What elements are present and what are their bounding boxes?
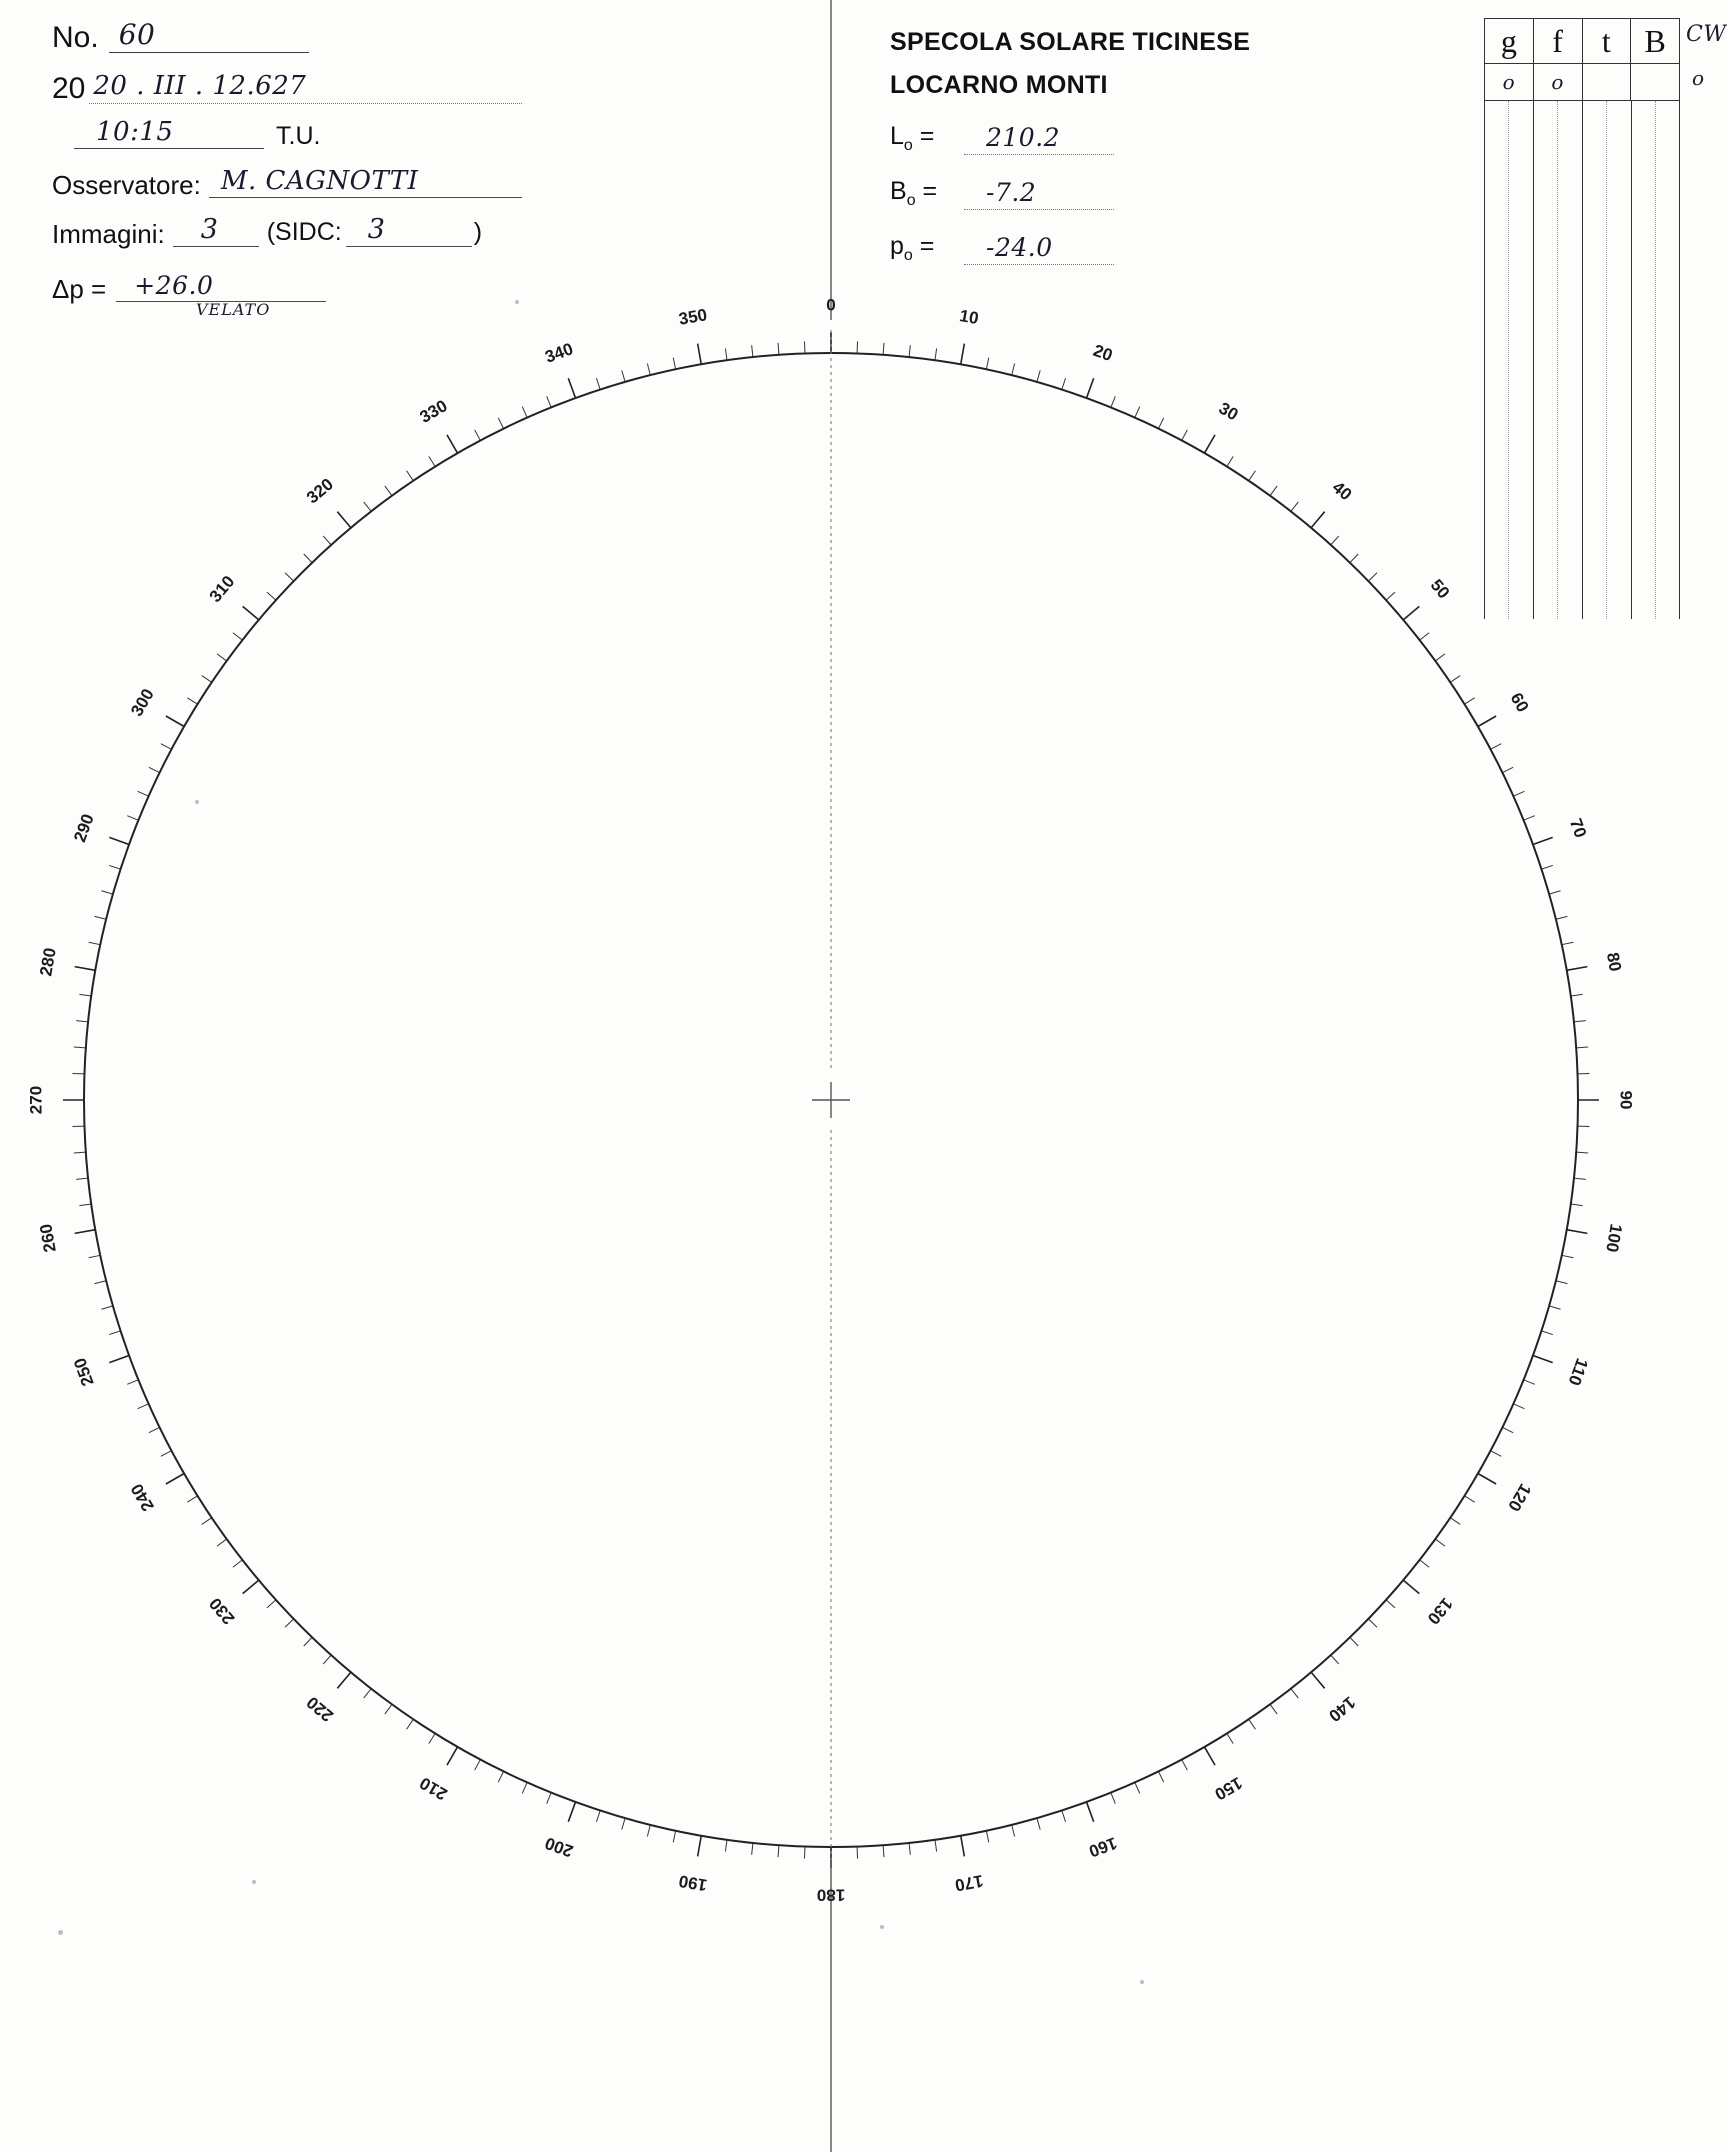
limb-tick-minor: [647, 364, 650, 376]
limb-degree-label-200: 200: [542, 1833, 576, 1861]
limb-tick-minor: [267, 592, 276, 600]
field-delta-p[interactable]: [52, 271, 522, 302]
sidc-label: (SIDC:: [266, 218, 342, 246]
limb-tick-minor: [1135, 407, 1140, 418]
limb-tick-major: [1205, 435, 1216, 453]
limb-tick-minor: [778, 1845, 779, 1857]
table-value-g: o: [1484, 64, 1533, 100]
limb-tick-minor: [138, 1404, 149, 1409]
limb-tick-minor: [89, 942, 101, 944]
param-p0-label: $p_o$ =: [890, 232, 935, 264]
limb-tick-major: [447, 435, 458, 453]
limb-tick-major: [109, 837, 129, 844]
limb-tick-minor: [909, 345, 910, 357]
table-header-f: f: [1533, 19, 1582, 63]
limb-degree-label-130: 130: [1423, 1594, 1457, 1628]
limb-tick-minor: [498, 418, 503, 429]
limb-tick-minor: [407, 471, 414, 481]
limb-tick-minor: [202, 676, 212, 683]
param-p0-value: -24.0: [986, 233, 1053, 262]
limb-tick-minor: [109, 865, 120, 869]
table-value-row[interactable]: [1484, 64, 1680, 101]
param-p0[interactable]: [890, 232, 1310, 265]
form-header-left: [52, 18, 522, 316]
limb-tick-minor: [304, 1637, 312, 1646]
param-l0-label: $L_o$ =: [890, 122, 935, 154]
limb-tick-minor: [1111, 396, 1116, 407]
limb-degree-label-210: 210: [416, 1773, 451, 1804]
limb-degree-label-340: 340: [542, 339, 576, 367]
limb-tick-minor: [1331, 1655, 1339, 1664]
limb-tick-major: [1403, 1580, 1419, 1594]
limb-degree-label-320: 320: [303, 474, 337, 508]
limb-tick-minor: [285, 1619, 294, 1627]
table-value-f: o: [1533, 64, 1582, 100]
limb-tick-minor: [1158, 1771, 1163, 1782]
limb-tick-minor: [138, 791, 149, 796]
limb-tick-minor: [1350, 1637, 1358, 1646]
cw-label: CW: [1686, 22, 1727, 47]
limb-tick-minor: [1524, 1380, 1535, 1385]
paper-speck: [195, 800, 199, 804]
param-b0-label: $B_o$ =: [890, 177, 938, 209]
field-images[interactable]: [52, 216, 522, 247]
limb-degree-label-180: 180: [816, 1885, 846, 1905]
table-header-g: g: [1484, 19, 1533, 63]
limb-tick-minor: [1012, 364, 1015, 376]
limb-tick-minor: [1135, 1782, 1140, 1793]
limb-degree-label-40: 40: [1328, 477, 1356, 505]
limb-tick-major: [166, 1474, 184, 1485]
limb-tick-major: [1567, 1230, 1588, 1234]
limb-tick-minor: [161, 744, 172, 750]
limb-degree-label-240: 240: [127, 1480, 158, 1515]
limb-tick-minor: [673, 1831, 675, 1843]
limb-tick-minor: [1464, 698, 1474, 704]
limb-tick-minor: [522, 1782, 527, 1793]
limb-tick-minor: [127, 1380, 138, 1385]
limb-tick-major: [1478, 716, 1496, 727]
limb-degree-label-300: 300: [127, 685, 158, 720]
limb-tick-minor: [1576, 1047, 1588, 1048]
limb-tick-minor: [647, 1825, 650, 1837]
limb-tick-minor: [935, 348, 937, 360]
limb-tick-minor: [1227, 1733, 1233, 1743]
limb-tick-major: [337, 1672, 351, 1688]
limb-tick-minor: [74, 1047, 86, 1048]
limb-tick-minor: [725, 348, 727, 360]
limb-degree-label-50: 50: [1426, 575, 1454, 603]
limb-tick-major: [1533, 1355, 1553, 1362]
limb-tick-minor: [1541, 865, 1552, 869]
limb-tick-minor: [161, 1451, 172, 1457]
limb-degree-label-230: 230: [205, 1594, 239, 1628]
limb-degree-label-170: 170: [953, 1871, 985, 1895]
limb-tick-major: [109, 1355, 129, 1362]
time-value: 10:15: [96, 117, 174, 147]
param-b0[interactable]: [890, 177, 1310, 210]
limb-tick-major: [568, 1802, 575, 1822]
limb-tick-minor: [1556, 1281, 1568, 1284]
limb-tick-minor: [1576, 1152, 1588, 1153]
limb-degree-label-350: 350: [677, 305, 709, 329]
limb-degree-label-70: 70: [1565, 815, 1591, 841]
limb-tick-minor: [1291, 1689, 1298, 1698]
limb-tick-minor: [364, 502, 371, 511]
limb-tick-minor: [1227, 456, 1233, 466]
table-value-B: [1630, 64, 1680, 100]
limb-tick-minor: [1435, 654, 1445, 661]
limb-tick-minor: [1420, 633, 1429, 640]
limb-degree-label-160: 160: [1086, 1833, 1120, 1861]
limb-tick-minor: [76, 1021, 88, 1022]
limb-tick-minor: [109, 1331, 120, 1335]
limb-tick-minor: [285, 573, 294, 581]
limb-tick-minor: [1037, 1818, 1040, 1830]
limb-degree-label-270: 270: [26, 1085, 46, 1115]
limb-degree-label-60: 60: [1506, 689, 1533, 716]
time-unit-label: T.U.: [276, 122, 321, 150]
observer-value: M. CAGNOTTI: [220, 166, 419, 196]
table-value-t: [1582, 64, 1631, 100]
limb-tick-minor: [1368, 573, 1377, 581]
limb-tick-minor: [1541, 1331, 1552, 1335]
limb-tick-minor: [1549, 891, 1561, 894]
limb-tick-minor: [1062, 378, 1066, 389]
limb-tick-minor: [935, 1840, 937, 1852]
limb-tick-major: [961, 344, 965, 365]
limb-tick-major: [1205, 1747, 1216, 1765]
limb-tick-minor: [149, 767, 160, 772]
limb-tick-minor: [74, 1152, 86, 1153]
limb-tick-major: [1478, 1474, 1496, 1485]
limb-degree-label-150: 150: [1211, 1773, 1246, 1804]
table-body-grid[interactable]: [1484, 101, 1680, 619]
limb-tick-minor: [909, 1843, 910, 1855]
limb-tick-minor: [1491, 744, 1502, 750]
limb-tick-minor: [217, 654, 227, 661]
note-velato: VELATO: [196, 300, 271, 319]
table-header-row: [1484, 18, 1680, 64]
limb-tick-minor: [1331, 536, 1339, 545]
limb-degree-label-250: 250: [70, 1355, 98, 1389]
limb-degree-label-290: 290: [70, 811, 98, 845]
limb-tick-minor: [1513, 791, 1524, 796]
limb-tick-minor: [1549, 1306, 1561, 1309]
limb-tick-minor: [1562, 1255, 1574, 1257]
limb-tick-minor: [1270, 1704, 1277, 1714]
limb-tick-minor: [883, 343, 884, 355]
limb-tick-minor: [596, 378, 600, 389]
paper-speck: [58, 1930, 63, 1935]
limb-degree-label-220: 220: [303, 1692, 337, 1726]
record-number-label: No.: [52, 21, 99, 54]
limb-tick-minor: [385, 486, 392, 496]
limb-tick-minor: [547, 396, 552, 407]
limb-tick-minor: [1562, 942, 1574, 944]
limb-tick-minor: [187, 1496, 197, 1502]
observatory-name-line2: LOCARNO MONTI: [890, 71, 1108, 99]
images-value: 3: [200, 214, 219, 245]
limb-tick-major: [447, 1747, 458, 1765]
limb-tick-minor: [522, 407, 527, 418]
limb-degree-label-120: 120: [1504, 1480, 1535, 1515]
limb-degree-label-0: 0: [826, 295, 836, 315]
limb-degree-label-30: 30: [1215, 398, 1242, 425]
limb-tick-minor: [475, 430, 481, 441]
limb-tick-minor: [1574, 1178, 1586, 1179]
limb-tick-major: [1533, 837, 1553, 844]
limb-tick-minor: [778, 343, 779, 355]
images-label: Immagini:: [52, 219, 165, 249]
limb-tick-minor: [1513, 1404, 1524, 1409]
limb-tick-minor: [304, 554, 312, 563]
limb-tick-minor: [1182, 430, 1188, 441]
solar-limb-circle: [84, 353, 1578, 1847]
limb-tick-major: [568, 378, 575, 398]
paper-speck: [880, 1925, 884, 1929]
limb-degree-label-90: 90: [1616, 1090, 1636, 1110]
paper-speck: [252, 1880, 256, 1884]
limb-tick-major: [1086, 1802, 1093, 1822]
date-value: 20 . III . 12.627: [93, 71, 307, 101]
limb-tick-major: [961, 1836, 965, 1857]
limb-tick-minor: [1350, 554, 1358, 563]
limb-tick-minor: [986, 358, 988, 370]
limb-tick-minor: [883, 1845, 884, 1857]
limb-tick-minor: [79, 1204, 91, 1206]
year-prefix-label: 20: [52, 72, 86, 105]
limb-tick-minor: [1420, 1560, 1429, 1567]
limb-tick-minor: [76, 1178, 88, 1179]
limb-tick-minor: [101, 1306, 113, 1309]
limb-tick-minor: [1270, 486, 1277, 496]
limb-tick-minor: [202, 1518, 212, 1525]
limb-degree-label-190: 190: [677, 1871, 709, 1895]
limb-tick-major: [1086, 378, 1093, 398]
limb-tick-major: [698, 1836, 702, 1857]
param-b0-value: -7.2: [986, 178, 1037, 207]
limb-tick-minor: [1571, 994, 1583, 996]
limb-tick-minor: [1368, 1619, 1377, 1627]
table-header-t: t: [1582, 19, 1631, 63]
limb-tick-major: [337, 512, 351, 528]
limb-tick-major: [1311, 1672, 1325, 1688]
sidc-value: 3: [367, 214, 386, 245]
limb-tick-minor: [1037, 370, 1040, 382]
delta-p-value: +26.0: [134, 271, 214, 300]
limb-tick-major: [1311, 512, 1325, 528]
limb-tick-minor: [1182, 1760, 1188, 1771]
limb-tick-minor: [1574, 1021, 1586, 1022]
param-l0-value: 210.2: [986, 123, 1061, 152]
limb-tick-minor: [1464, 1496, 1474, 1502]
limb-tick-minor: [1502, 767, 1513, 772]
field-date[interactable]: [52, 71, 522, 104]
limb-tick-minor: [429, 456, 435, 466]
images-paren-close: ): [473, 218, 483, 246]
limb-tick-major: [75, 1230, 96, 1234]
limb-degree-label-140: 140: [1325, 1692, 1359, 1726]
limb-degree-label-10: 10: [958, 306, 981, 329]
limb-tick-minor: [429, 1733, 435, 1743]
limb-tick-minor: [1386, 1600, 1395, 1608]
limb-tick-major: [75, 967, 96, 971]
limb-tick-minor: [1491, 1451, 1502, 1457]
table-header-B: B: [1630, 19, 1680, 63]
limb-tick-minor: [1450, 676, 1460, 683]
cw-value: o: [1692, 66, 1705, 90]
limb-degree-label-100: 100: [1602, 1222, 1626, 1254]
limb-tick-minor: [1291, 502, 1298, 511]
limb-tick-major: [166, 716, 184, 727]
limb-tick-minor: [1111, 1793, 1116, 1804]
limb-tick-minor: [547, 1793, 552, 1804]
limb-tick-minor: [498, 1771, 503, 1782]
limb-tick-minor: [986, 1831, 988, 1843]
limb-tick-minor: [323, 1655, 331, 1664]
limb-tick-major: [1567, 967, 1588, 971]
limb-tick-minor: [1249, 471, 1256, 481]
limb-tick-minor: [622, 370, 625, 382]
limb-tick-major: [243, 606, 259, 620]
limb-tick-minor: [323, 536, 331, 545]
limb-tick-minor: [79, 994, 91, 996]
limb-tick-major: [1403, 606, 1419, 620]
limb-tick-minor: [267, 1600, 276, 1608]
limb-tick-minor: [1502, 1427, 1513, 1432]
limb-tick-minor: [364, 1689, 371, 1698]
limb-tick-minor: [1450, 1518, 1460, 1525]
sunspot-count-table[interactable]: [1484, 18, 1680, 628]
limb-tick-minor: [1556, 916, 1568, 919]
limb-tick-minor: [385, 1704, 392, 1714]
field-time[interactable]: [52, 118, 522, 149]
field-observer[interactable]: [52, 165, 522, 198]
limb-tick-major: [243, 1580, 259, 1594]
limb-tick-minor: [233, 1560, 242, 1567]
limb-tick-minor: [596, 1810, 600, 1821]
limb-degree-label-110: 110: [1564, 1355, 1592, 1389]
limb-tick-minor: [622, 1818, 625, 1830]
limb-tick-minor: [1012, 1825, 1015, 1837]
limb-degree-label-20: 20: [1090, 340, 1116, 366]
limb-tick-minor: [95, 916, 107, 919]
limb-degree-label-330: 330: [416, 396, 451, 427]
limb-tick-minor: [1435, 1539, 1445, 1546]
limb-tick-minor: [1571, 1204, 1583, 1206]
limb-tick-minor: [1062, 1810, 1066, 1821]
observatory-name-line1: SPECOLA SOLARE TICINESE: [890, 28, 1251, 56]
limb-tick-minor: [95, 1281, 107, 1284]
limb-tick-minor: [752, 1843, 753, 1855]
field-record-number[interactable]: [52, 18, 522, 54]
paper-speck: [515, 300, 519, 304]
limb-degree-label-80: 80: [1602, 950, 1625, 973]
delta-p-label: Δp =: [52, 274, 107, 304]
param-l0[interactable]: [890, 122, 1310, 155]
limb-tick-minor: [217, 1539, 227, 1546]
limb-tick-minor: [89, 1255, 101, 1257]
limb-tick-minor: [101, 891, 113, 894]
limb-tick-minor: [127, 816, 138, 821]
record-number-value: 60: [118, 18, 156, 51]
limb-tick-minor: [149, 1427, 160, 1432]
limb-tick-minor: [752, 345, 753, 357]
limb-degree-label-310: 310: [205, 572, 239, 606]
observatory-header: [890, 28, 1310, 265]
limb-tick-major: [698, 344, 702, 365]
limb-tick-minor: [233, 633, 242, 640]
limb-tick-minor: [1158, 418, 1163, 429]
limb-tick-minor: [673, 358, 675, 370]
limb-tick-minor: [1386, 592, 1395, 600]
observer-label: Osservatore:: [52, 170, 201, 200]
limb-tick-minor: [187, 698, 197, 704]
limb-tick-minor: [475, 1760, 481, 1771]
paper-speck: [1140, 1980, 1144, 1984]
limb-tick-minor: [1524, 816, 1535, 821]
limb-degree-label-260: 260: [36, 1222, 60, 1254]
limb-tick-minor: [1249, 1719, 1256, 1729]
limb-tick-minor: [725, 1840, 727, 1852]
limb-tick-minor: [407, 1719, 414, 1729]
limb-degree-label-280: 280: [36, 946, 60, 978]
